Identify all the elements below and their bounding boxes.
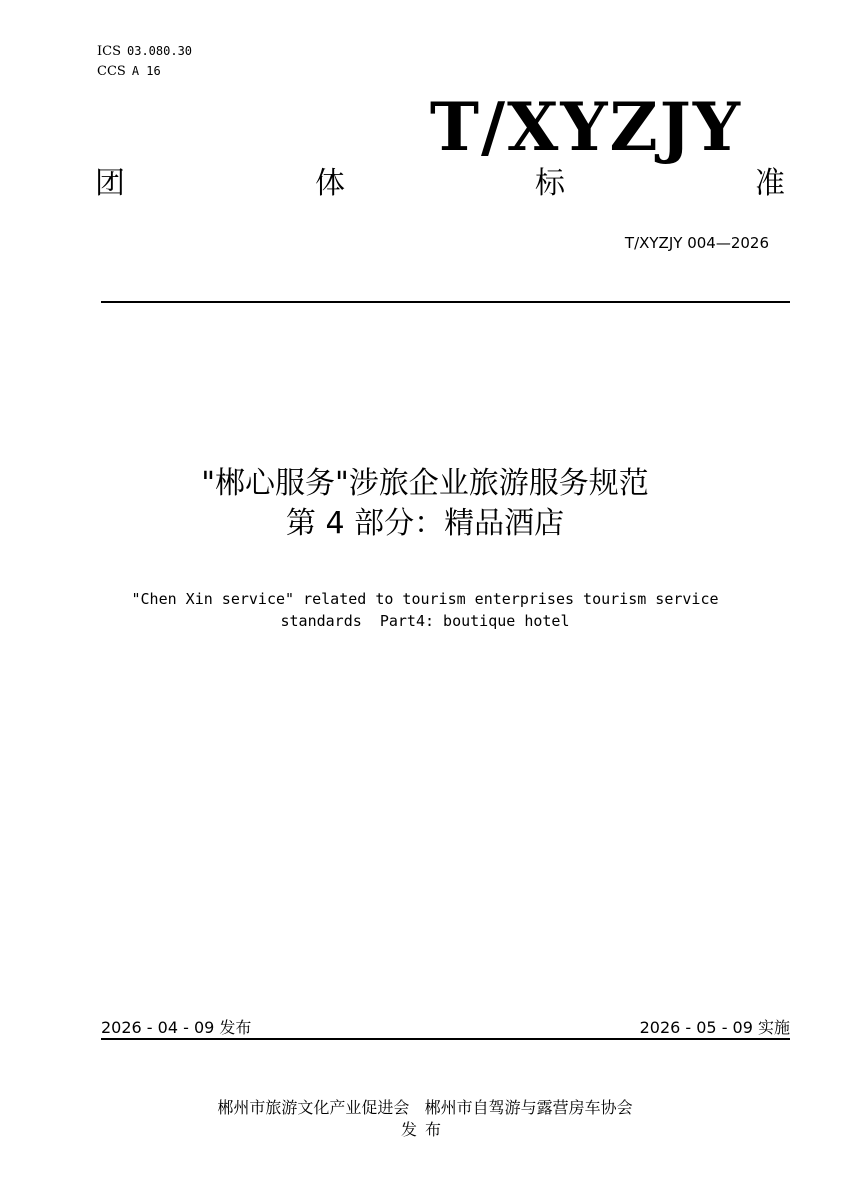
- title-en: [0, 588, 850, 632]
- title-zh-line2: 第 4 部分：精品酒店: [285, 506, 565, 541]
- publisher-verb: 发布: [400, 1120, 449, 1139]
- publisher-orgs: 郴州市旅游文化产业促进会 郴州市自驾游与露营房车协会: [217, 1098, 633, 1117]
- standard-type-char: 团: [95, 166, 125, 201]
- ics-value: 03.080.30: [127, 44, 193, 58]
- standard-type-char: 准: [755, 166, 785, 201]
- standard-type-char: 体: [315, 166, 345, 201]
- implement-date: 2026 - 05 - 09 实施: [639, 1018, 790, 1037]
- ccs-value: A 16: [131, 64, 161, 78]
- ics-label: ICS: [97, 44, 121, 59]
- standard-code-logo: T/XYZJY: [429, 88, 742, 166]
- title-zh: [0, 464, 850, 544]
- issue-date: 2026 - 04 - 09 发布: [101, 1018, 252, 1037]
- ics-line: [97, 43, 192, 60]
- publisher: [0, 1097, 850, 1141]
- standard-number: T/XYZJY 004—2026: [624, 234, 769, 252]
- standard-type: [95, 166, 785, 202]
- standard-type-char: 标: [535, 166, 565, 201]
- bottom-divider: [101, 1038, 790, 1040]
- top-divider: [101, 301, 790, 303]
- title-zh-line1: "郴心服务"涉旅企业旅游服务规范: [201, 466, 649, 501]
- ccs-line: [97, 63, 161, 80]
- ccs-label: CCS: [97, 64, 126, 79]
- title-en-line1: "Chen Xin service" related to tourism enterprises tourism service: [131, 590, 719, 608]
- title-en-line2: standards Part4: boutique hotel: [280, 612, 570, 630]
